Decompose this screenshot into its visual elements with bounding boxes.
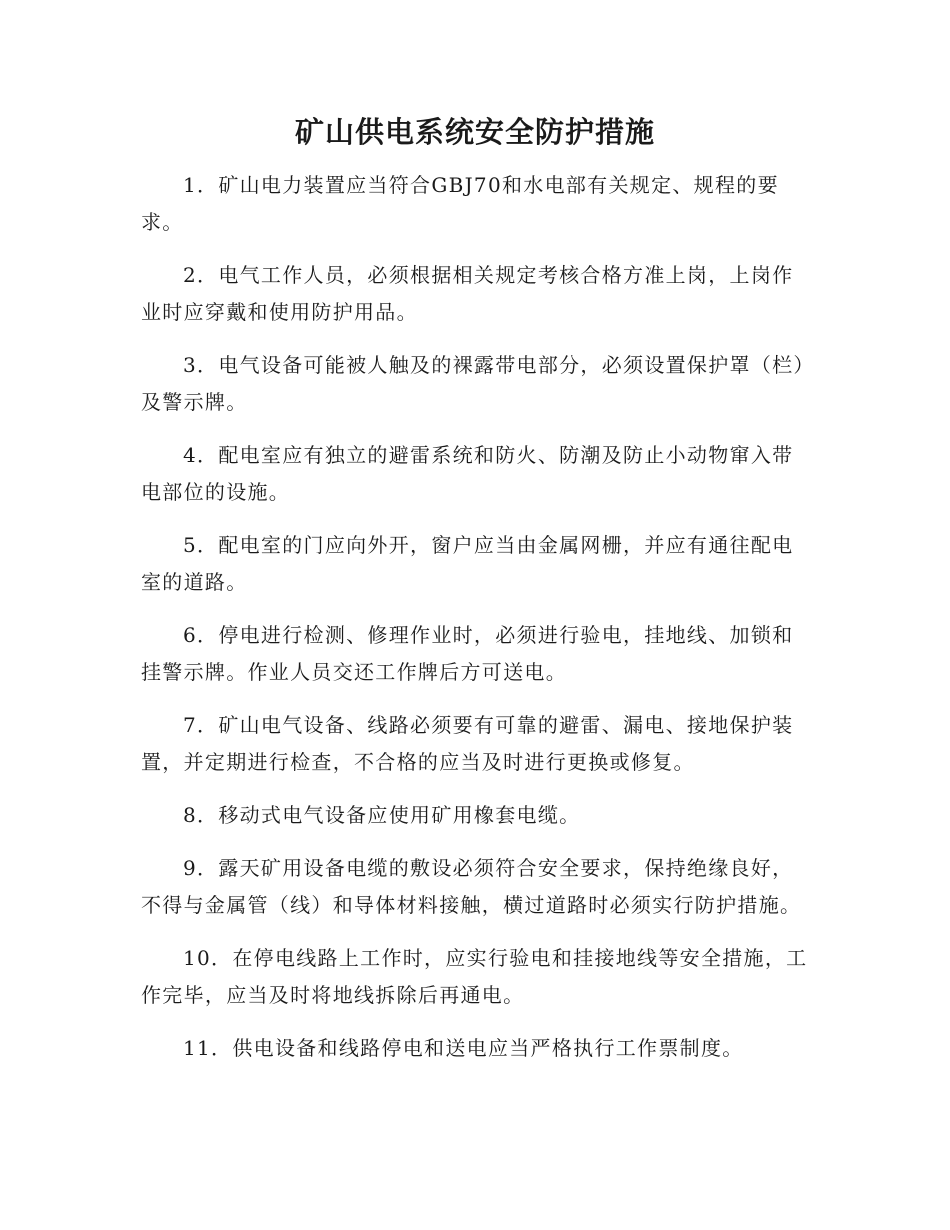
measure-item-3: 3．电气设备可能被人触及的裸露带电部分，必须设置保护罩（栏）及警示牌。 bbox=[141, 353, 805, 414]
measures-list bbox=[141, 167, 809, 1083]
measure-item-4: 4．配电室应有独立的避雷系统和防火、防潮及防止小动物窜入带电部位的设施。 bbox=[141, 443, 794, 504]
measure-item-9: 9．露天矿用设备电缆的敷设必须符合安全要求，保持绝缘良好，不得与金属管（线）和导体材料接触，横过道路时必须实行防护措施。 bbox=[141, 856, 802, 917]
measure-item-2: 2．电气工作人员，必须根据相关规定考核合格方准上岗，上岗作业时应穿戴和使用防护用品。 bbox=[141, 263, 794, 324]
measure-item-1: 1．矿山电力装置应当符合GBJ70和水电部有关规定、规程的要求。 bbox=[141, 173, 779, 234]
measure-item-5: 5．配电室的门应向外开，窗户应当由金属网栅，并应有通往配电室的道路。 bbox=[141, 533, 794, 594]
measure-item-6: 6．停电进行检测、修理作业时，必须进行验电，挂地线、加锁和挂警示牌。作业人员交还工作牌后方可送电。 bbox=[141, 623, 794, 684]
measure-item-10: 10．在停电线路上工作时，应实行验电和挂接地线等安全措施，工作完毕，应当及时将地线拆除后再通电。 bbox=[141, 946, 808, 1007]
measure-item-11: 11．供电设备和线路停电和送电应当严格执行工作票制度。 bbox=[183, 1036, 744, 1060]
page-title: 矿山供电系统安全防护措施 bbox=[294, 115, 655, 149]
measure-item-8: 8．移动式电气设备应使用矿用橡套电缆。 bbox=[183, 803, 581, 827]
measure-item-7: 7．矿山电气设备、线路必须要有可靠的避雷、漏电、接地保护装置，并定期进行检查，不合格的应当及时进行更换或修复。 bbox=[141, 713, 794, 774]
